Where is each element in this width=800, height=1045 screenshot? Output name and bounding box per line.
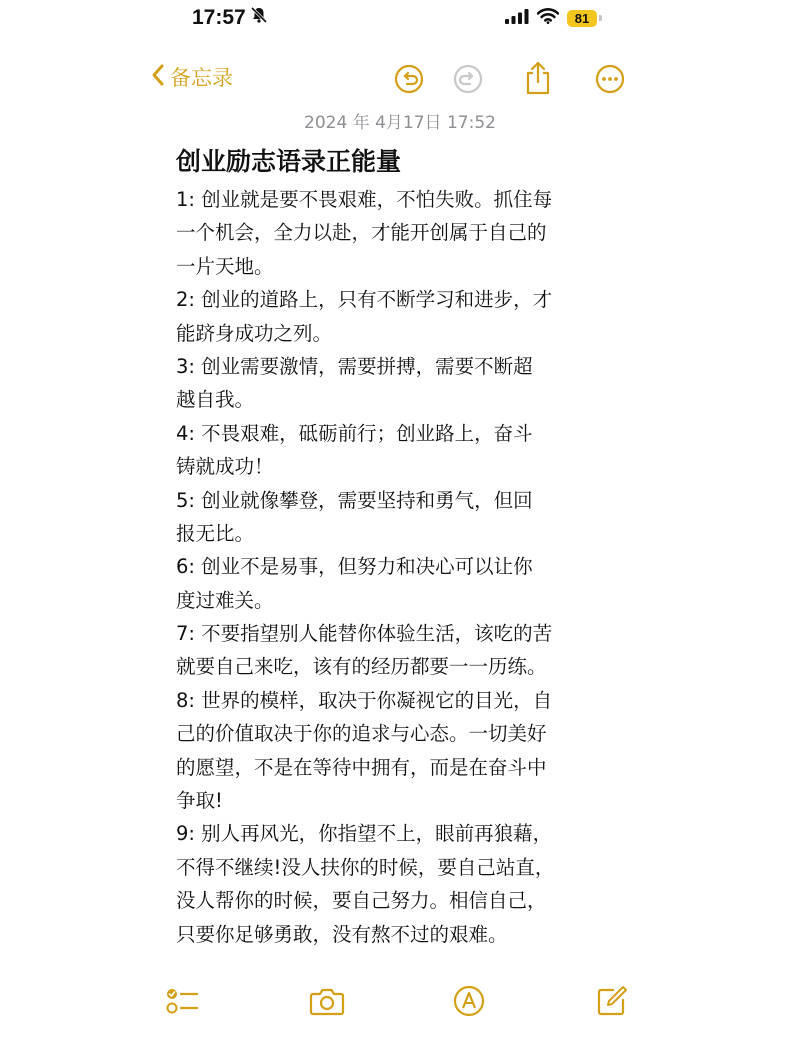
note-line: 能跻身成功之列。 — [176, 321, 333, 345]
note-line: 就要自己来吃，该有的经历都要一一历练。 — [176, 655, 547, 679]
note-line: 5: 创业就像攀登，需要坚持和勇气，但回 — [176, 488, 533, 512]
note-line: 度过难关。 — [176, 588, 274, 612]
status-bar — [0, 0, 800, 40]
note-line: 只要你足够勇敢，没有熬不过的艰难。 — [176, 922, 508, 946]
bottom-toolbar — [0, 985, 800, 1025]
share-button[interactable] — [523, 60, 553, 100]
battery-level: 81 — [567, 10, 597, 27]
markup-pen-icon — [453, 985, 485, 1017]
camera-button[interactable] — [309, 985, 345, 1021]
note-line: 的愿望，不是在等待中拥有，而是在奋斗中 — [176, 755, 547, 779]
cellular-signal-icon — [505, 9, 529, 28]
note-line: 铸就成功！ — [176, 455, 274, 479]
more-options-button[interactable] — [595, 64, 625, 98]
ellipsis-circle-icon — [595, 64, 625, 94]
note-date: 2024 年 4月17日 17:52 — [304, 113, 496, 133]
camera-icon — [309, 985, 345, 1017]
nav-bar — [0, 58, 800, 102]
note-line: 没人帮你的时候，要自己努力。相信自己， — [176, 889, 547, 913]
status-time-group — [192, 6, 268, 30]
checklist-icon — [165, 985, 199, 1017]
battery-tip — [599, 15, 602, 21]
note-line: 己的价值取决于你的追求与心态。一切美好 — [176, 722, 547, 746]
note-line: 6: 创业不是易事，但努力和决心可以让你 — [176, 555, 533, 579]
compose-button[interactable] — [596, 985, 628, 1021]
checklist-button[interactable] — [165, 985, 199, 1021]
markup-button[interactable] — [453, 985, 485, 1021]
share-icon — [523, 60, 553, 96]
note-line: 3: 创业需要激情，需要拼搏，需要不断超 — [176, 354, 533, 378]
note-line: 2: 创业的道路上，只有不断学习和进步，才 — [176, 288, 553, 312]
undo-button[interactable] — [394, 64, 424, 98]
back-label: 备忘录 — [170, 66, 233, 90]
status-indicators — [505, 8, 602, 28]
chevron-left-icon — [150, 63, 166, 92]
note-line: 9: 别人再风光，你指望不上，眼前再狼藉， — [176, 822, 553, 846]
note-line: 报无比。 — [176, 521, 255, 545]
undo-icon — [394, 64, 424, 94]
note-line: 7: 不要指望别人能替你体验生活，该吃的苦 — [176, 622, 553, 646]
status-time: 17:57 — [192, 6, 246, 29]
note-line: 8: 世界的模样，取决于你凝视它的目光，自 — [176, 688, 553, 712]
compose-icon — [596, 985, 628, 1017]
note-line: 1: 创业就是要不畏艰难，不怕失败。抓住每 — [176, 188, 553, 211]
note-line: 越自我。 — [176, 388, 255, 412]
bell-muted-icon — [250, 6, 268, 30]
note-line: 一片天地。 — [176, 254, 274, 278]
note-line: 4: 不畏艰难，砥砺前行；创业路上，奋斗 — [176, 421, 533, 445]
wifi-icon — [537, 8, 559, 28]
note-body[interactable] — [176, 183, 606, 951]
back-button[interactable] — [150, 62, 233, 92]
note-line: 争取! — [176, 789, 223, 813]
note-line: 不得不继续!没人扶你的时候，要自己站直， — [176, 855, 555, 879]
redo-button[interactable] — [453, 64, 483, 98]
note-line: 一个机会，全力以赴，才能开创属于自己的 — [176, 221, 547, 245]
redo-icon — [453, 64, 483, 94]
note-title[interactable]: 创业励志语录正能量 — [176, 147, 402, 176]
